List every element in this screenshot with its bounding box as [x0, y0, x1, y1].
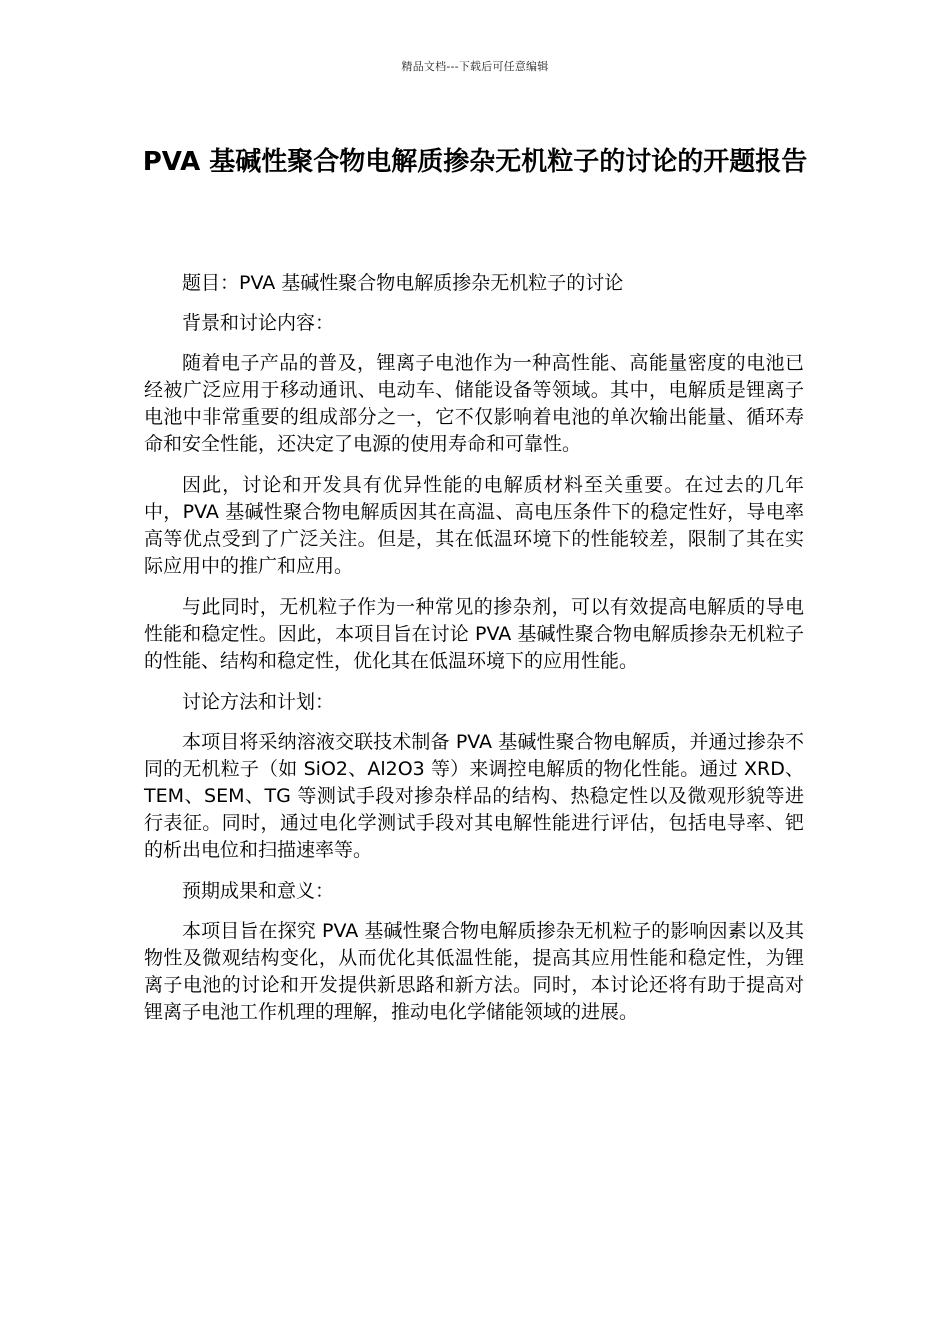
- body-paragraph: 与此同时，无机粒子作为一种常见的掺杂剂，可以有效提高电解质的导电性能和稳定性。因此，本项目旨在讨论 PVA 基碱性聚合物电解质掺杂无机粒子的性能、结构和稳定性，优化其在低温环境下的应用性能。: [144, 596, 804, 672]
- background-heading: 背景和讨论内容：: [182, 312, 335, 334]
- header-note: 精品文档---下载后可任意编辑: [401, 60, 549, 73]
- body-paragraph: 因此，讨论和开发具有优异性能的电解质材料至关重要。在过去的几年中，PVA 基碱性聚合物电解质因其在高温、高电压条件下的稳定性好，导电率高等优点受到了广泛关注。但是，其在低温环境下的性能较差，限制了其在实际应用中的推广和应用。: [144, 474, 804, 577]
- subject-line: 题目：PVA 基碱性聚合物电解质掺杂无机粒子的讨论: [182, 272, 624, 294]
- method-heading: 讨论方法和计划：: [182, 691, 335, 713]
- outcome-heading: 预期成果和意义：: [182, 880, 335, 902]
- body-paragraph: 本项目旨在探究 PVA 基碱性聚合物电解质掺杂无机粒子的影响因素以及其物性及微观结构变化，从而优化其低温性能，提高其应用性能和稳定性，为锂离子电池的讨论和开发提供新思路和新方法。同时，本讨论还将有助于提高对锂离子电池工作机理的理解，推动电化学储能领域的进展。: [144, 920, 804, 1023]
- body-paragraph: 本项目将采纳溶液交联技术制备 PVA 基碱性聚合物电解质，并通过掺杂不同的无机粒子（如 SiO2、Al2O3 等）来调控电解质的物化性能。通过 XRD、TEM、SEM、TG 等测试手段对掺杂样品的结构、热稳定性以及微观形貌等进行表征。同时，通过电化学测试手段对其电解性能进行评估，包括电导率、钯的析出电位和扫描速率等。: [144, 731, 804, 861]
- body-paragraph: 随着电子产品的普及，锂离子电池作为一种高性能、高能量密度的电池已经被广泛应用于移动通讯、电动车、储能设备等领域。其中，电解质是锂离子电池中非常重要的组成部分之一，它不仅影响着电池的单次输出能量、循环寿命和安全性能，还决定了电源的使用寿命和可靠性。: [144, 352, 804, 455]
- document-body: [144, 270, 804, 1040]
- document-title: PVA 基碱性聚合物电解质掺杂无机粒子的讨论的开题报告: [142, 147, 808, 177]
